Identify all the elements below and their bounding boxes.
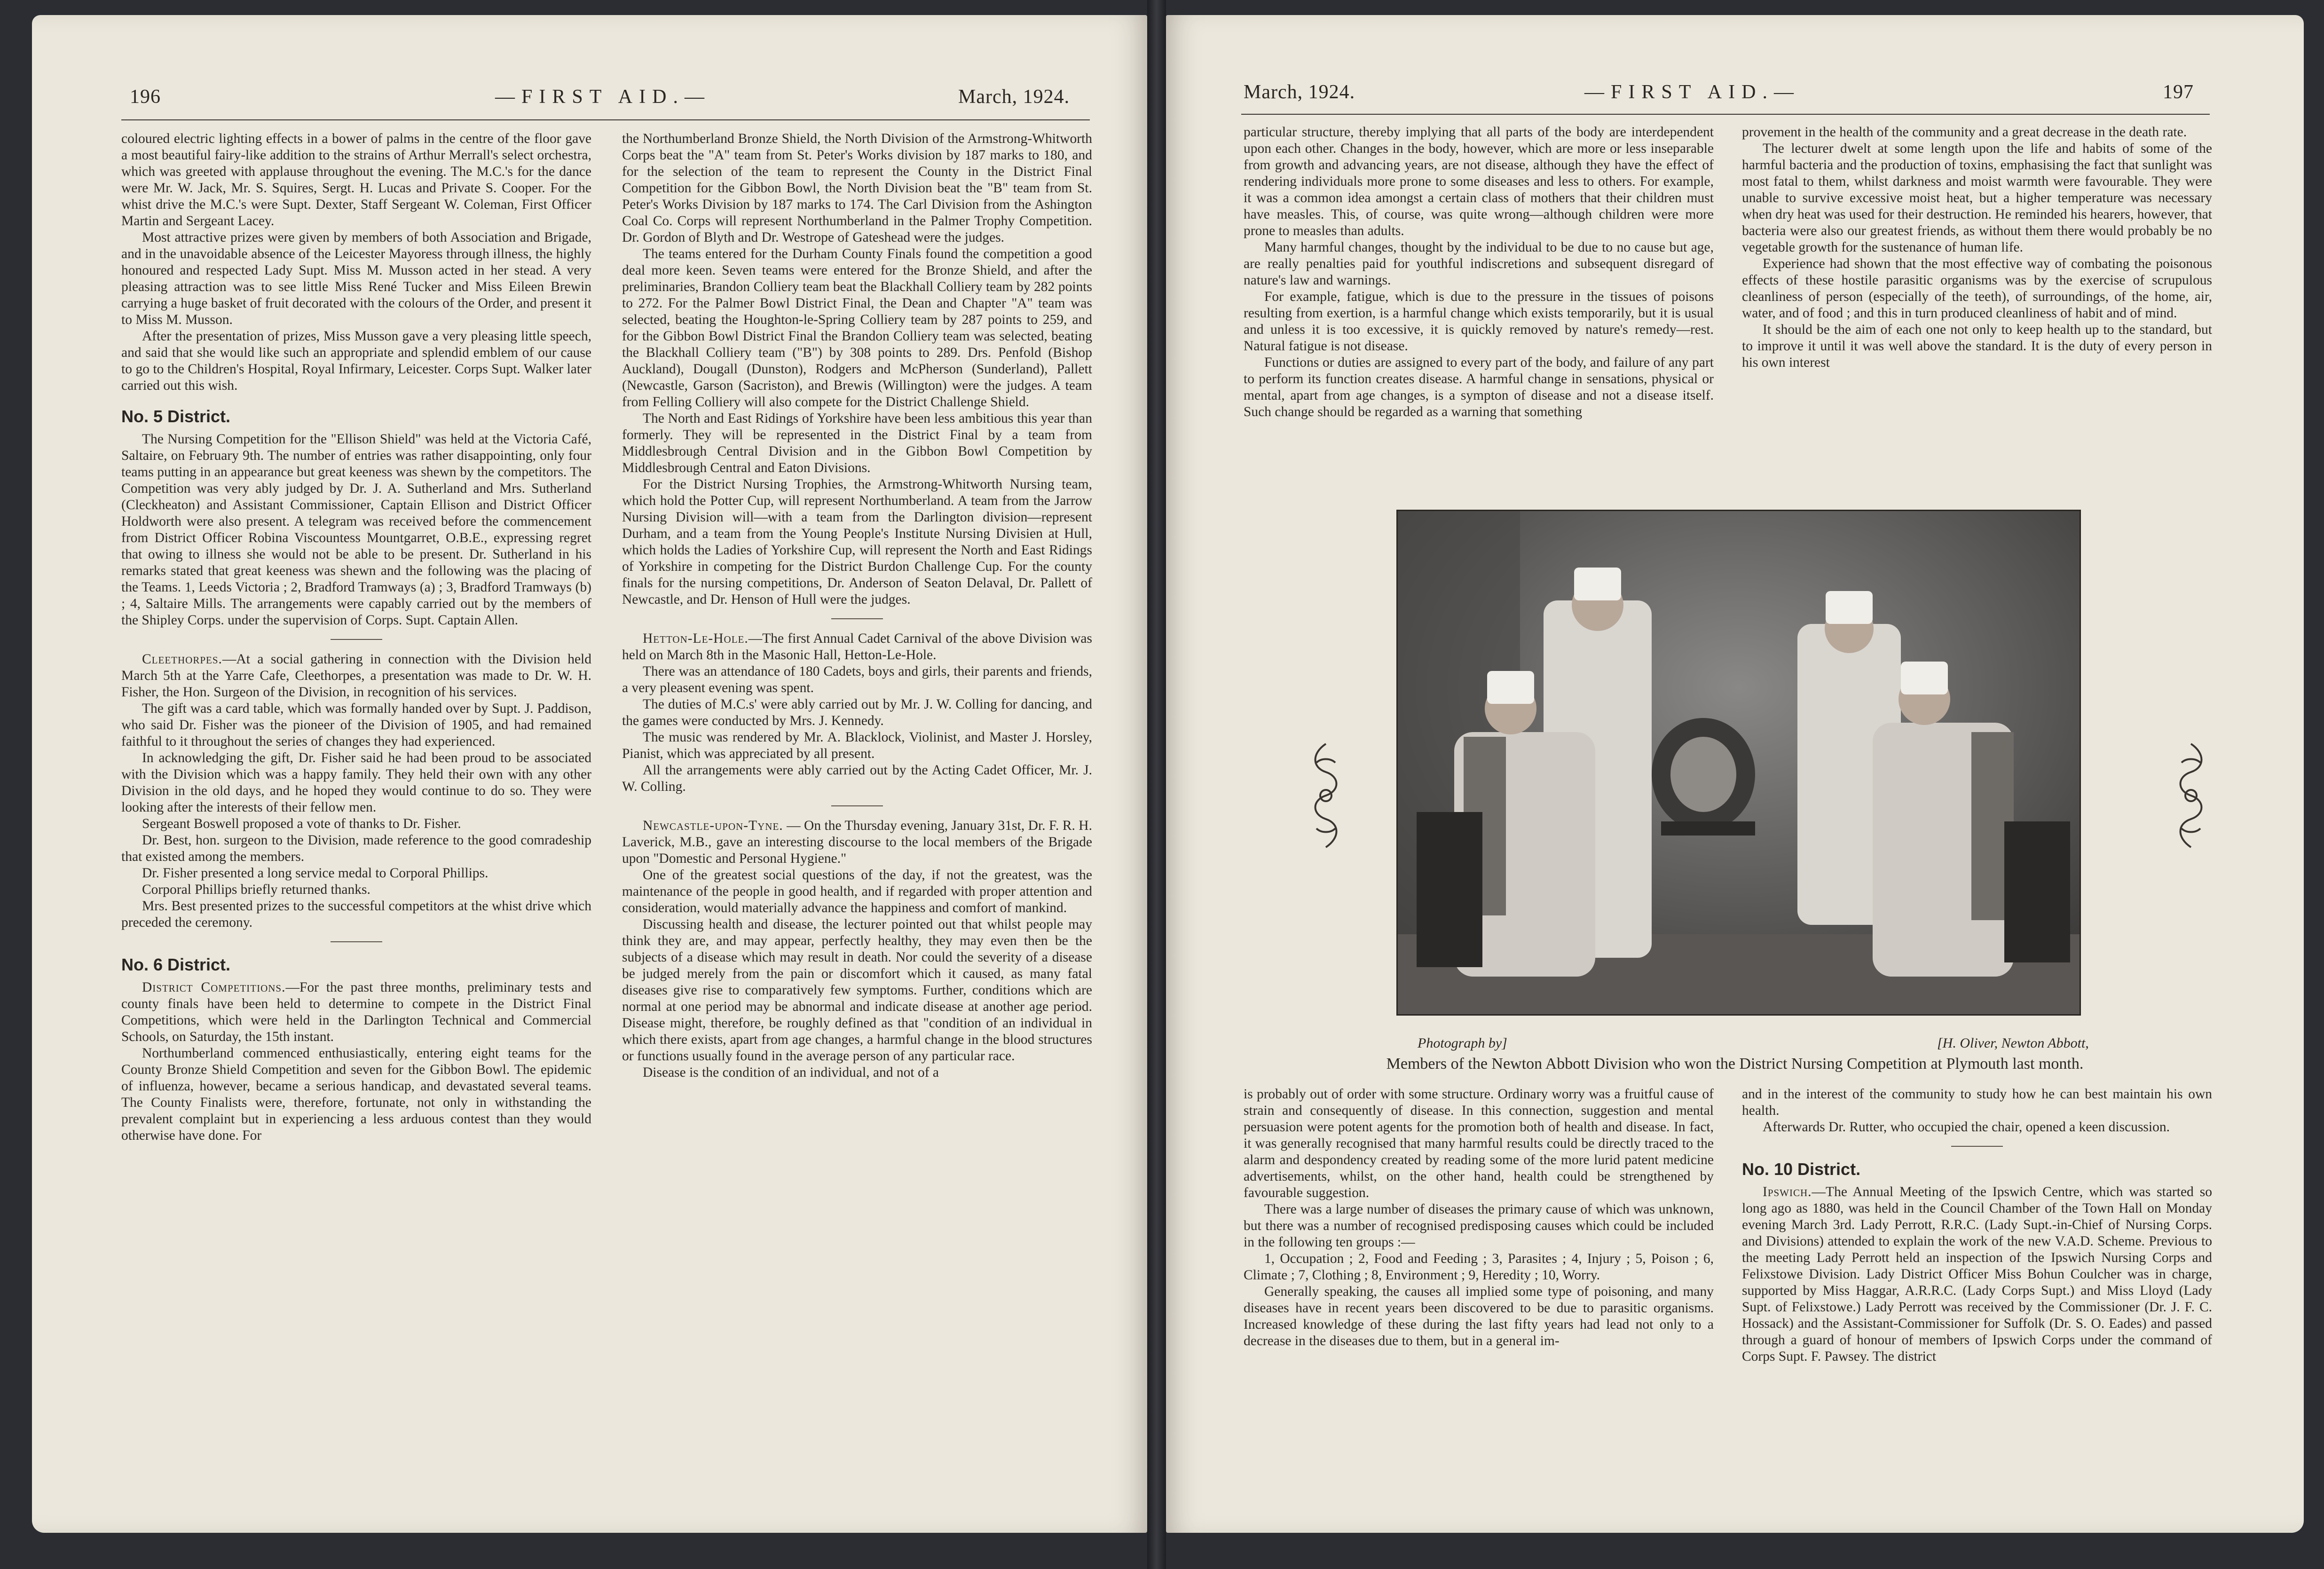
paragraph: Dr. Best, hon. surgeon to the Division, made reference to the good comradeship that existed among the members.	[121, 833, 591, 864]
paragraph	[622, 818, 1092, 867]
header-rule	[1241, 114, 2210, 115]
paragraph: Afterwards Dr. Rutter, who occupied the chair, opened a keen discussion.	[1763, 1120, 2170, 1135]
section-heading: No. 10 District.	[1742, 1159, 1861, 1179]
running-title: —FIRST AID.—	[1584, 81, 1800, 103]
run-in-heading: Cleethorpes.	[142, 652, 222, 667]
photo-credit-left: Photograph by]	[1418, 1035, 1507, 1051]
run-in-heading: Ipswich.	[1763, 1184, 1812, 1199]
paragraph: Disease is the condition of an individual, and not of a	[643, 1065, 939, 1080]
paragraph: Functions or duties are assigned to every part of the body, and failure of any part to perform its function creates disease. A harmful change in sensations, physical or mental, apart from age changes, is a sympton of disease and not a disease itself. Such change should be regarded as a warning that something	[1244, 355, 1714, 419]
section-separator	[831, 618, 883, 619]
paragraph: After the presentation of prizes, Miss Musson gave a very pleasing little speech, and said that she would like such an appropriate and splendid emblem of our cause to go to the Children's Hospital, Royal Infirmary, Leicester. Corps Supt. Walker later carried out this wish.	[121, 329, 591, 393]
scroll-ornament-left	[1307, 734, 1345, 857]
paragraph: particular structure, thereby implying that all parts of the body are interdependent upon each other. Changes in the body, however, which are more or less inseparable from growth and advancing years, are not disease, although they have the effect of rendering individuals more prone to some diseases and less to others. For example, it was a common idea amongst a certain class of mothers that their children must have measles. This, of course, was quite wrong—although children were more prone to measles than adults.	[1244, 125, 1714, 238]
paragraph: Generally speaking, the causes all implied some type of poisoning, and many diseases have in recent years been discovered to be due to parasitic organisms. Increased knowledge of these during the last fifty years had lead not only to a decrease in the diseases due to them, but in a general im-	[1244, 1284, 1714, 1348]
paragraph: The lecturer dwelt at some length upon the life and habits of some of the harmful bacteria and the production of toxins, emphasising the fact that sunlight was most fatal to them, whilst darkness and moist warmth were favourable. They were unable to survive excessive moist heat, but a higher temperature was necessary when dry heat was used for their destruction. He reminded his hearers, however, that bacteria were also our greatest friends, as without them there would probably be no vegetable growth for the sustenance of human life.	[1742, 141, 2212, 255]
paragraph-text: —The first Annual Cadet Carnival of the above Division was held on March 8th in the Masonic Hall, Hetton-Le-Hole.	[622, 631, 1092, 662]
column-2	[622, 131, 1092, 1081]
column-2	[1742, 124, 2212, 371]
nurses-photo-image	[1398, 511, 2080, 1014]
issue-date: March, 1924.	[1244, 81, 1355, 103]
paragraph: Dr. Fisher presented a long service medal to Corporal Phillips.	[142, 866, 488, 881]
paragraph: In acknowledging the gift, Dr. Fisher said he had been proud to be associated with the Division which was a happy family. They held their own with any other Division in the old days, and he hoped they would continue to do so. They were looking after the interests of their fellow men.	[121, 750, 591, 815]
paragraph: The duties of M.C.s' were ably carried out by Mr. J. W. Colling for dancing, and the games were conducted by Mrs. J. Kennedy.	[622, 697, 1092, 728]
paragraph: the Northumberland Bronze Shield, the North Division of the Armstrong-Whitworth Corps beat the "A" team from St. Peter's Works division by 187 marks to 180, and for the selection of the team to represent the County in the District Final Competition for the Gibbon Bowl, the North Division beat the "B" team from St. Peter's Works Division by 187 marks to 174. The Carl Division from the Ashington Coal Co. Corps will represent Northumberland in the Palmer Trophy Competition. Dr. Gordon of Blyth and Dr. Westrope of Gateshead were the judges.	[622, 131, 1092, 245]
column-1	[1244, 124, 1714, 420]
header-rule	[121, 119, 1090, 120]
book-gutter	[1147, 0, 1166, 1569]
right-page	[1166, 15, 2304, 1533]
scroll-ornament-right	[2172, 734, 2210, 857]
paragraph	[121, 651, 591, 701]
paragraph: The North and East Ridings of Yorkshire have been less ambitious this year than formerly. They will be represented in the District Final by a team from Middlesbrough Central Division and in the Gibbon Bowl Competition by Middlesbrough Central and Eaton Divisions.	[622, 411, 1092, 475]
paragraph-text: —At a social gathering in connection with the Division held March 5th at the Yarre Cafe, Cleethorpes, a presentation was made to Dr. W. H. Fisher, the Hon. Surgeon of the Division, in recognition of his services.	[121, 652, 591, 700]
paragraph: 1, Occupation ; 2, Food and Feeding ; 3, Parasites ; 4, Injury ; 5, Poison ; 6, Climate ; 7, Clothing ; 8, Environment ; 9, Heredity ; 10, Worry.	[1244, 1251, 1714, 1283]
paragraph: Sergeant Boswell proposed a vote of thanks to Dr. Fisher.	[142, 816, 461, 831]
paragraph: One of the greatest social questions of the day, if not the greatest, was the maintenance of the people in good health, and if regarded with proper attention and consideration, would materially advance the happiness and comfort of mankind.	[622, 867, 1092, 915]
section-separator	[831, 805, 883, 806]
left-page	[32, 15, 1147, 1533]
paragraph: For example, fatigue, which is due to the pressure in the tissues of poisons resulting from exertion, is a harmful change which exists temporarily, but it is usual and unless it is too excessive, it is quickly removed by nature's remedy—rest. Natural fatigue is not disease.	[1244, 289, 1714, 354]
run-in-heading: District Competitions.	[142, 980, 286, 995]
paragraph	[121, 979, 591, 1045]
paragraph: The Nursing Competition for the "Ellison Shield" was held at the Victoria Café, Saltaire, on February 9th. The number of entries was rather disappointing, only four teams putting in an appearance but great keeness was shewn by the competitors. The Competition was very ably judged by Dr. J. A. Sutherland and Mrs. Sutherland (Cleckheaton) and Assistant Commissioner, Captain Ellison and District Officer Holdworth were also present. A telegram was received before the commencement from District Officer Robina Viscountess Mountgarret, O.B.E., expressing regret that owing to illness she would not be able to be present. Dr. Sutherland in his remarks stated that great keeness was shewn and the following was the placing of the Teams. 1, Leeds Victoria ; 2, Bradford Tramways (a) ; 3, Bradford Tramways (b) ; 4, Saltaire Mills. The arrangements were capably carried out by the members of the Shipley Corps. under the supervision of Corps. Supt. Captain Allen.	[121, 432, 591, 628]
paragraph: There was an attendance of 180 Cadets, boys and girls, their parents and friends, a very pleasent evening was spent.	[622, 664, 1092, 695]
photo-credit-right: [H. Oliver, Newton Abbott,	[1937, 1035, 2089, 1051]
paragraph: Many harmful changes, thought by the individual to be due to no cause but age, are really penalties paid for youthful indiscretions and subsequent disregard of nature's law and warnings.	[1244, 240, 1714, 288]
paragraph: All the arrangements were ably carried out by the Acting Cadet Officer, Mr. J. W. Colling.	[622, 763, 1092, 794]
paragraph: Mrs. Best presented prizes to the successful competitors at the whist drive which preceded the ceremony.	[121, 899, 591, 930]
section-separator	[331, 639, 382, 640]
section-separator	[1951, 1146, 2003, 1147]
paragraph: The gift was a card table, which was formally handed over by Supt. J. Paddison, who said Dr. Fisher was the pioneer of the Division of 1905, and had remained faithful to it throughout the series of changes they had experienced.	[121, 701, 591, 749]
paragraph: Experience had shown that the most effective way of combating the poisonous effects of these hostile parasitic organisms was by the exercise of scrupulous cleanliness of person (especially of the teeth), of surroundings, of the home, air, water, and of food ; and this in turn produced cleanliness of habit and of mind.	[1742, 256, 2212, 321]
section-heading: No. 6 District.	[121, 955, 231, 974]
issue-date: March, 1924.	[958, 86, 1070, 108]
running-title: —FIRST AID.—	[495, 86, 711, 108]
paragraph: coloured electric lighting effects in a bower of palms in the centre of the floor gave a most beautiful fairy-like addition to the strains of Arthur Merrall's select orchestra, which was greeted with applause throughout the evening. The M.C.'s for the dance were Mr. W. Jack, Mr. S. Squires, Sergt. H. Lucas and Private S. Cooper. For the whist drive the M.C.'s were Supt. Dexter, Staff Sergeant W. Coleman, First Officer Martin and Sergeant Lacey.	[121, 131, 591, 229]
column-1	[121, 131, 591, 1144]
paragraph	[1742, 1184, 2212, 1365]
paragraph: provement in the health of the community and a great decrease in the death rate.	[1742, 125, 2187, 140]
paragraph: Northumberland commenced enthusiastically, entering eight teams for the County Bronze Shield Competition and seven for the Gibbon Bowl. The epidemic of influenza, however, became a serious handicap, and devastated several teams. The County Finalists were, therefore, fortunate, not only in withstanding the prevalent complaint but in experiencing a less arduous contest than they would otherwise have done. For	[121, 1046, 591, 1143]
paragraph: and in the interest of the community to study how he can best maintain his own health.	[1742, 1087, 2212, 1118]
paragraph-text: —The Annual Meeting of the Ipswich Centre, which was started so long ago as 1880, was held in the Council Chamber of the Town Hall on Monday evening March 3rd. Lady Perrott, R.R.C. (Lady Supt.-in-Chief of Nursing Corps. and Divisions) attended to explain the work of the new V.A.D. Scheme. Previous to the meeting Lady Perrott held an inspection of the Ipswich Nursing Corps and Felixstowe Division. Lady District Officer Miss Bohun Coulcher was in charge, supported by Miss Haggar, A.R.R.C. (Lady Corps Supt.) and Miss Lloyd (Lady Supt. of Felixstowe.) Lady Perrott was received by the Commissioner (Dr. J. F. C. Hossack) and the Assistant-Commissioner for Suffolk (Dr. S. O. Eades) and passed through a guard of honour of members of Ipswich Corps under the command of Corps Supt. F. Pawsey. The district	[1742, 1184, 2212, 1364]
section-separator	[331, 941, 382, 942]
column-4	[1742, 1086, 2212, 1365]
paragraph: Discussing health and disease, the lecturer pointed out that whilst people may think they are, and may appear, perfectly healthy, they may even then be the subjects of a disease which may result in death. Nor could the severity of a disease be judged merely from the pain or discomfort which it caused, as many fatal diseases give rise to comparatively few symptoms. Further, conditions which are normal at one period may be abnormal and indicate disease at another age period. Disease might, therefore, be roughly defined as that "condition of an individual in which there exists, apart from age changes, a harmful change in the blood structures or functions usually found in the average person of any particular race.	[622, 917, 1092, 1064]
paragraph: Corporal Phillips briefly returned thanks.	[142, 882, 370, 897]
run-in-heading: Hetton-Le-Hole.	[643, 631, 748, 646]
paragraph-text: — On the Thursday evening, January 31st, Dr. F. R. H. Laverick, M.B., gave an interesting discourse to the local members of the Brigade upon "Domestic and Personal Hygiene."	[622, 818, 1092, 866]
page-number: 197	[2163, 81, 2194, 103]
paragraph: For the District Nursing Trophies, the Armstrong-Whitworth Nursing team, which hold the Potter Cup, will represent Northumberland. A team from the Jarrow Nursing Division will—with a team from the Darlington division—represent Durham, and a team from the Young People's Institute Nursing Divisien at Hull, which holds the Ladies of Yorkshire Cup, will represent the North and East Ridings of Yorkshire in competing for the District Burdon Challenge Cup. For the county finals for the nursing competitions, Dr. Anderson of Seaton Delaval, Dr. Pallett of Newcastle, and Dr. Henson of Hull were the judges.	[622, 477, 1092, 607]
group-photograph	[1396, 510, 2081, 1016]
photo-caption: Members of the Newton Abbott Division who won the District Nursing Competition at Plymouth last month.	[1386, 1055, 2084, 1072]
paragraph: There was a large number of diseases the primary cause of which was unknown, but there was a number of recognised predisposing causes which could be included in the following ten groups :—	[1244, 1202, 1714, 1250]
paragraph: It should be the aim of each one not only to keep health up to the standard, but to improve it until it was well above the standard. It is the duty of every person in his own interest	[1742, 322, 2212, 370]
paragraph: Most attractive prizes were given by members of both Association and Brigade, and in the unavoidable absence of the Leicester Mayoress through illness, the highly honoured and respected Lady Supt. Miss M. Musson acted in her stead. A very pleasing attraction was to see little Miss René Tucker and Miss Eileen Brewin carrying a huge basket of fruit decorated with the colours of the Order, and present it to Miss M. Musson.	[121, 230, 591, 327]
paragraph	[622, 631, 1092, 663]
paragraph: is probably out of order with some structure. Ordinary worry was a fruitful cause of strain and consequently of disease. In this connection, suggestion and mental persuasion were potent agents for the promotion both of health and disease. In fact, it was generally recognised that many harmful results could be directly traced to the alarm and despondency created by reading some of the more lurid patent medicine advertisements, whilst, on the other hand, health could be strengthened by favourable suggestion.	[1244, 1087, 1714, 1200]
paragraph-text: —For the past three months, preliminary tests and county finals have been held to determine to compete in the District Final Competitions, which were held in the Darlington Technical and Commercial Schools, on Saturday, the 15th instant.	[121, 980, 592, 1044]
paragraph: The music was rendered by Mr. A. Blacklock, Violinist, and Master J. Horsley, Pianist, which was appreciated by all present.	[622, 730, 1092, 761]
section-heading: No. 5 District.	[121, 407, 231, 426]
column-3	[1244, 1086, 1714, 1349]
paragraph: The teams entered for the Durham County Finals found the competition a good deal more keen. Seven teams were entered for the Bronze Shield, and after the preliminaries, Brandon Colliery team beat the Blackhall Colliery team by 282 points to 272. For the Palmer Bowl District Final, the Dean and Chapter "A" team was selected, beating the Houghton-le-Spring Colliery team by 287 points to 259, and for the Gibbon Bowl District Final the Brandon Colliery team was selected, beating the Blackhall Colliery team ("B") by 308 points to 289. Drs. Penfold (Bishop Auckland), Dougall (Dunston), Rodgers and McPherson (Sunderland), Pallett (Newcastle, Garson (Sacriston), and Brewis (Willington) were the judges. A team from Felling Colliery will also compete for the District Challenge Shield.	[622, 246, 1092, 410]
run-in-heading: Newcastle-upon-Tyne.	[643, 818, 783, 833]
page-number: 196	[130, 86, 161, 108]
